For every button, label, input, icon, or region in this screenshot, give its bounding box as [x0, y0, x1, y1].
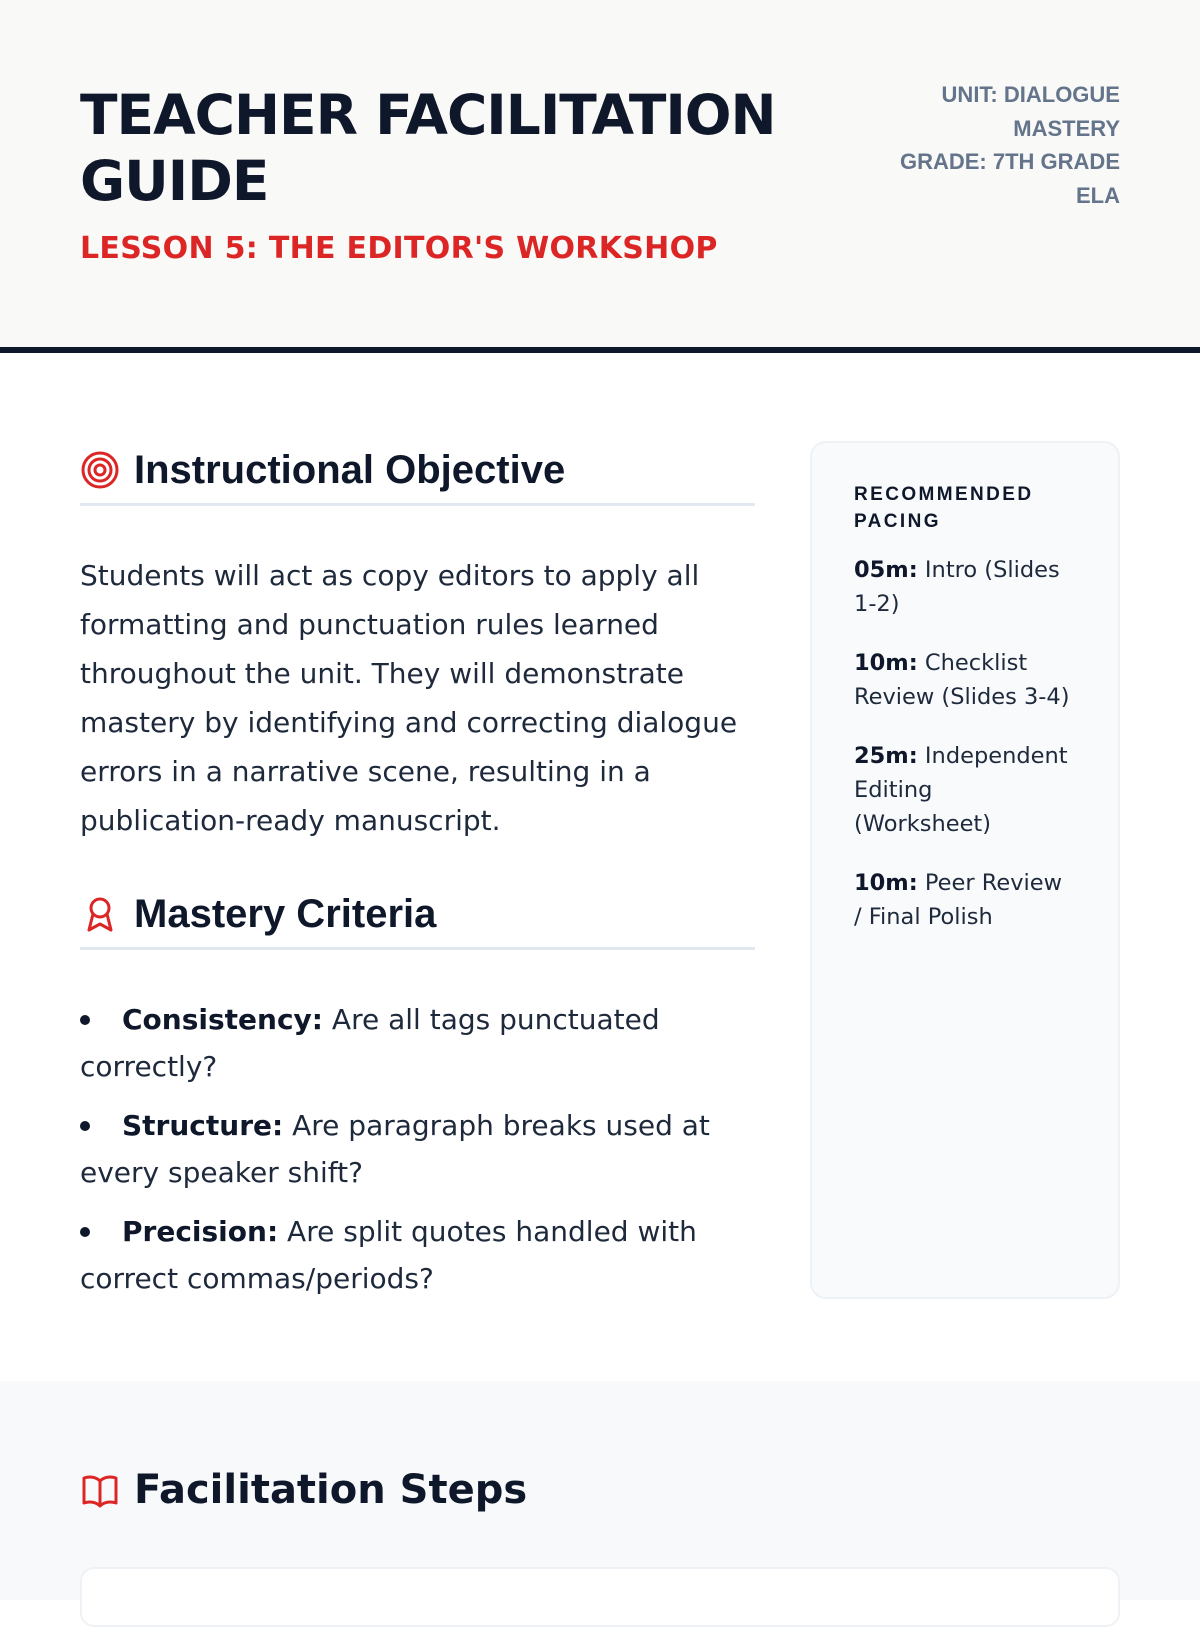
objective-heading — [80, 442, 755, 506]
pacing-title: RECOMMENDED PACING — [854, 484, 1034, 532]
pacing-label: Peer Review / Final Polish — [854, 870, 1063, 930]
mastery-heading-text: Mastery Criteria — [134, 892, 437, 936]
criteria-text: Are paragraph breaks used at every speaker shift? — [80, 1109, 710, 1189]
book-open-icon — [80, 1470, 120, 1510]
pacing-item — [854, 866, 1076, 934]
lesson-subtitle: LESSON 5: THE EDITOR'S WORKSHOP — [80, 231, 718, 266]
steps-heading-text: Facilitation Steps — [134, 1467, 528, 1513]
pacing-time: 10m: — [854, 650, 918, 676]
bullet-icon — [80, 1227, 90, 1237]
bullet-icon — [80, 1015, 90, 1025]
list-item — [80, 1102, 755, 1196]
objective-text: Students will act as copy editors to apply all formatting and punctuation rules learned throughout the unit. They will demonstrate mastery by identifying and correcting dialogue errors in a narrative scene, resulting in a publication-ready manuscript. — [80, 559, 738, 837]
list-item — [80, 996, 755, 1090]
grade-label: GRADE: 7TH GRADE ELA — [899, 149, 1120, 208]
pacing-time: 05m: — [854, 557, 918, 583]
header-meta — [880, 78, 1120, 212]
pacing-item — [854, 553, 1076, 621]
unit-label: UNIT: DIALOGUE MASTERY — [941, 82, 1120, 141]
pacing-sidebar — [810, 441, 1120, 1299]
pacing-time: 10m: — [854, 870, 918, 896]
criteria-text: Are all tags punctuated correctly? — [80, 1003, 660, 1083]
steps-card — [80, 1567, 1120, 1627]
criteria-list — [80, 996, 755, 1314]
page-title: TEACHER FACILITATION GUIDE — [80, 83, 776, 213]
criteria-text: Are split quotes handled with correct commas/periods? — [80, 1215, 697, 1295]
criteria-term: Precision: — [122, 1215, 279, 1248]
pacing-time: 25m: — [854, 743, 918, 769]
bullet-icon — [80, 1121, 90, 1131]
target-icon — [80, 450, 120, 490]
pacing-label: Intro (Slides 1-2) — [854, 557, 1060, 617]
objective-heading-text: Instructional Objective — [134, 448, 566, 492]
criteria-term: Consistency: — [122, 1003, 324, 1036]
list-item — [80, 1208, 755, 1302]
pacing-item — [854, 739, 1076, 841]
award-icon — [80, 894, 120, 934]
guide-header — [0, 0, 1200, 353]
criteria-term: Structure: — [122, 1109, 284, 1142]
pacing-label: Checklist Review (Slides 3-4) — [854, 650, 1070, 710]
pacing-label: Independent Editing (Worksheet) — [854, 743, 1068, 837]
pacing-item — [854, 646, 1076, 714]
mastery-heading — [80, 886, 755, 950]
